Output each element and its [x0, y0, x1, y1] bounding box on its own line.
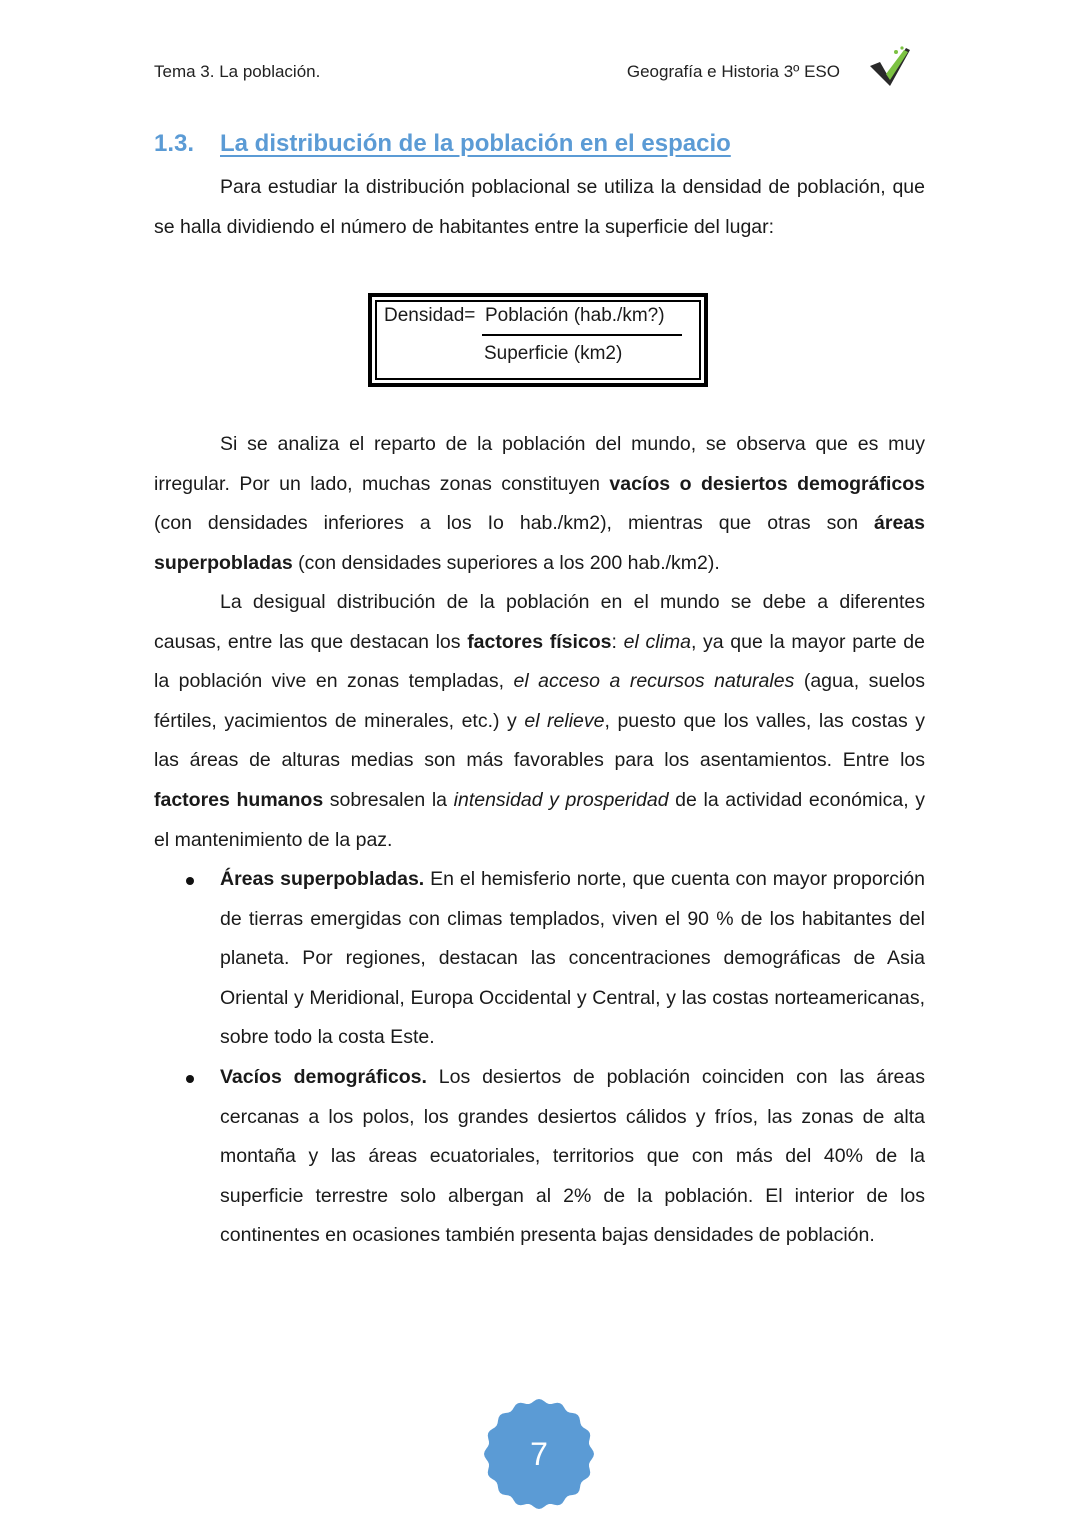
header-subject: Geografía e Historia 3º ESO [626, 62, 840, 81]
formula-denominator: Superficie (km2) [484, 343, 623, 364]
bullet-text: En el hemisferio norte, que cuenta con mayor proporción de tierras emergidas con climas templados, viven el 90 % de los habitantes del planeta. Por regiones, destacan las concentraciones demográficas de Asia Oriental y Meridional, Europa Occidental y Central, y las costas norteamericanas, sobre todo la costa Este. [220, 868, 925, 1049]
list-item [154, 860, 925, 1058]
text-run: , ya que la mayor parte de la población vive en zonas templadas, [154, 630, 925, 693]
italic-term: el clima [623, 630, 691, 653]
causes-paragraph [154, 583, 925, 860]
checkmark-logo-icon [866, 44, 914, 90]
section-number: 1.3. [154, 130, 195, 157]
section-title: La distribución de la población en el espacio [220, 130, 731, 157]
bullet-heading: Áreas superpobladas. [220, 868, 425, 890]
text-run: (agua, suelos fértiles, yacimientos de minerales, etc.) y [154, 670, 925, 732]
text-run: : [611, 630, 624, 653]
bold-term: factores físicos [467, 630, 612, 653]
bold-term: áreas superpobladas [154, 512, 925, 574]
text-run: sobresalen la [323, 788, 454, 811]
text-run: de la actividad económica, y el mantenimiento de la paz. [154, 788, 925, 851]
bullet-icon [186, 877, 194, 885]
text-run: (con densidades superiores a los 200 hab./km2). [292, 551, 720, 574]
header-chapter: Tema 3. La población. [154, 62, 321, 81]
bold-term: vacíos o desiertos demográficos [609, 472, 925, 495]
bullet-icon [186, 1075, 194, 1083]
formula-label: Densidad= [384, 305, 476, 326]
distribution-paragraph [154, 425, 925, 583]
italic-term: el relieve [524, 709, 605, 732]
text-run: (con densidades inferiores a los Io hab./km2), mientras que otras son [154, 512, 875, 535]
text-run: La desigual distribución de la población en el mundo se debe a diferentes causas, entre las que destacan los [154, 591, 925, 653]
bullet-heading: Vacíos demográficos. [220, 1065, 427, 1088]
page-header [154, 62, 914, 92]
list-item [154, 1058, 925, 1256]
bold-term: factores humanos [154, 788, 324, 811]
text-run: , puesto que los valles, las costas y las áreas de alturas medias son más favorables para los asentamientos. Entre los [154, 709, 925, 772]
page-number: 7 [530, 1435, 548, 1472]
text-run: Si se analiza el reparto de la población del mundo, se observa que es muy irregular. Por un lado, muchas zonas constituyen [154, 433, 925, 495]
formula-numerator: Población (hab./km?) [485, 305, 665, 326]
italic-term: el acceso a recursos naturales [513, 670, 795, 693]
density-formula-box [368, 293, 708, 387]
italic-term: intensidad y prosperidad [453, 788, 669, 811]
bullet-list [154, 860, 925, 1256]
section-heading [154, 130, 731, 158]
fraction-bar [482, 334, 682, 336]
bullet-text: Los desiertos de población coinciden con las áreas cercanas a los polos, los grandes desiertos cálidos y fríos, las zonas de alta montaña y las áreas ecuatoriales, territorios que con más del 40% de la superficie terrestre solo albergan al 2% de la población. El interior de los continentes en ocasiones también presenta bajas densidades de población. [220, 1065, 925, 1247]
intro-paragraph: Para estudiar la distribución poblacional se utiliza la densidad de población, que se halla dividiendo el número de habitantes entre la superficie del lugar: [154, 176, 925, 238]
